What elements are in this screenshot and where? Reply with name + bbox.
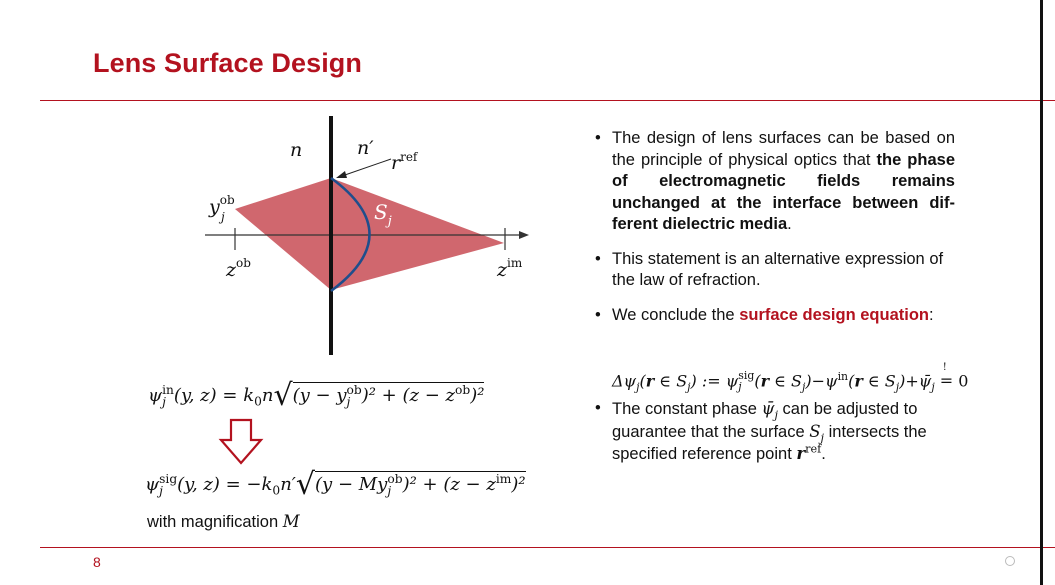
r-ref-pointer xyxy=(342,159,391,176)
z-ob-label: $z^{ob}$ xyxy=(226,256,251,281)
header-divider xyxy=(40,100,1055,101)
bullet-phase-principle: • The design of lens surfaces can be based on the principle of physical optics that the phase of electromagnetic fields remains unchanged at the interface between different dielectric media. xyxy=(595,128,955,236)
medium-n-prime-label: n′ xyxy=(357,137,374,159)
psi-sig-equation: ψ sig j (y, $z) = -k_0n'√(y - My$ ob j )$^2 + (z - z^{im})^2$ xyxy=(145,467,526,502)
psi-in-equation: ψ in j (y, $z) = k_0n√(y - y$ ob j )$^2 + (z - z^{ob})^2$ xyxy=(148,378,485,413)
implication-down-arrow-icon xyxy=(218,418,264,466)
optical-axis-arrowhead xyxy=(519,231,529,239)
surface-design-equation: $\Delta\psi_j(r$ ∈ $S_j$) := ψ sig j (r ∈ $S_j)-\psi^{in}(r$ ∈ $S_j)+\psī_j$ ! = 0 xyxy=(612,362,969,394)
bullet-constant-phase: • The constant phase $\psī_j$ can be adjusted to guarantee that the surface $S_j$ intersects the specified reference point $r^{ref}$. xyxy=(595,398,955,466)
bullet-law-of-refraction: • This statement is an alternative expression of the law of refraction. xyxy=(595,249,955,292)
z-im-label: $z^{im}$ xyxy=(497,256,523,281)
slide-indicator-icon xyxy=(1005,556,1015,566)
magnification-caption: with magnification M xyxy=(147,512,300,531)
surface-s-label: $S_j$ xyxy=(374,200,392,229)
slide-title: Lens Surface Design xyxy=(93,48,362,78)
r-ref-pointer-arrowhead xyxy=(336,171,347,178)
r-ref-label: $r^{ref}$ xyxy=(391,150,418,174)
slide-edge xyxy=(1040,0,1043,585)
footer-divider xyxy=(40,547,1055,548)
bullet-list xyxy=(595,128,955,466)
y-ob-label: $y^{ob}$ j xyxy=(209,193,235,224)
page-number: 8 xyxy=(93,554,101,570)
lens-surface-diagram xyxy=(195,112,540,357)
medium-n-label: n xyxy=(290,139,303,161)
bullet-surface-design-equation: • We conclude the surface design equation: xyxy=(595,305,955,327)
